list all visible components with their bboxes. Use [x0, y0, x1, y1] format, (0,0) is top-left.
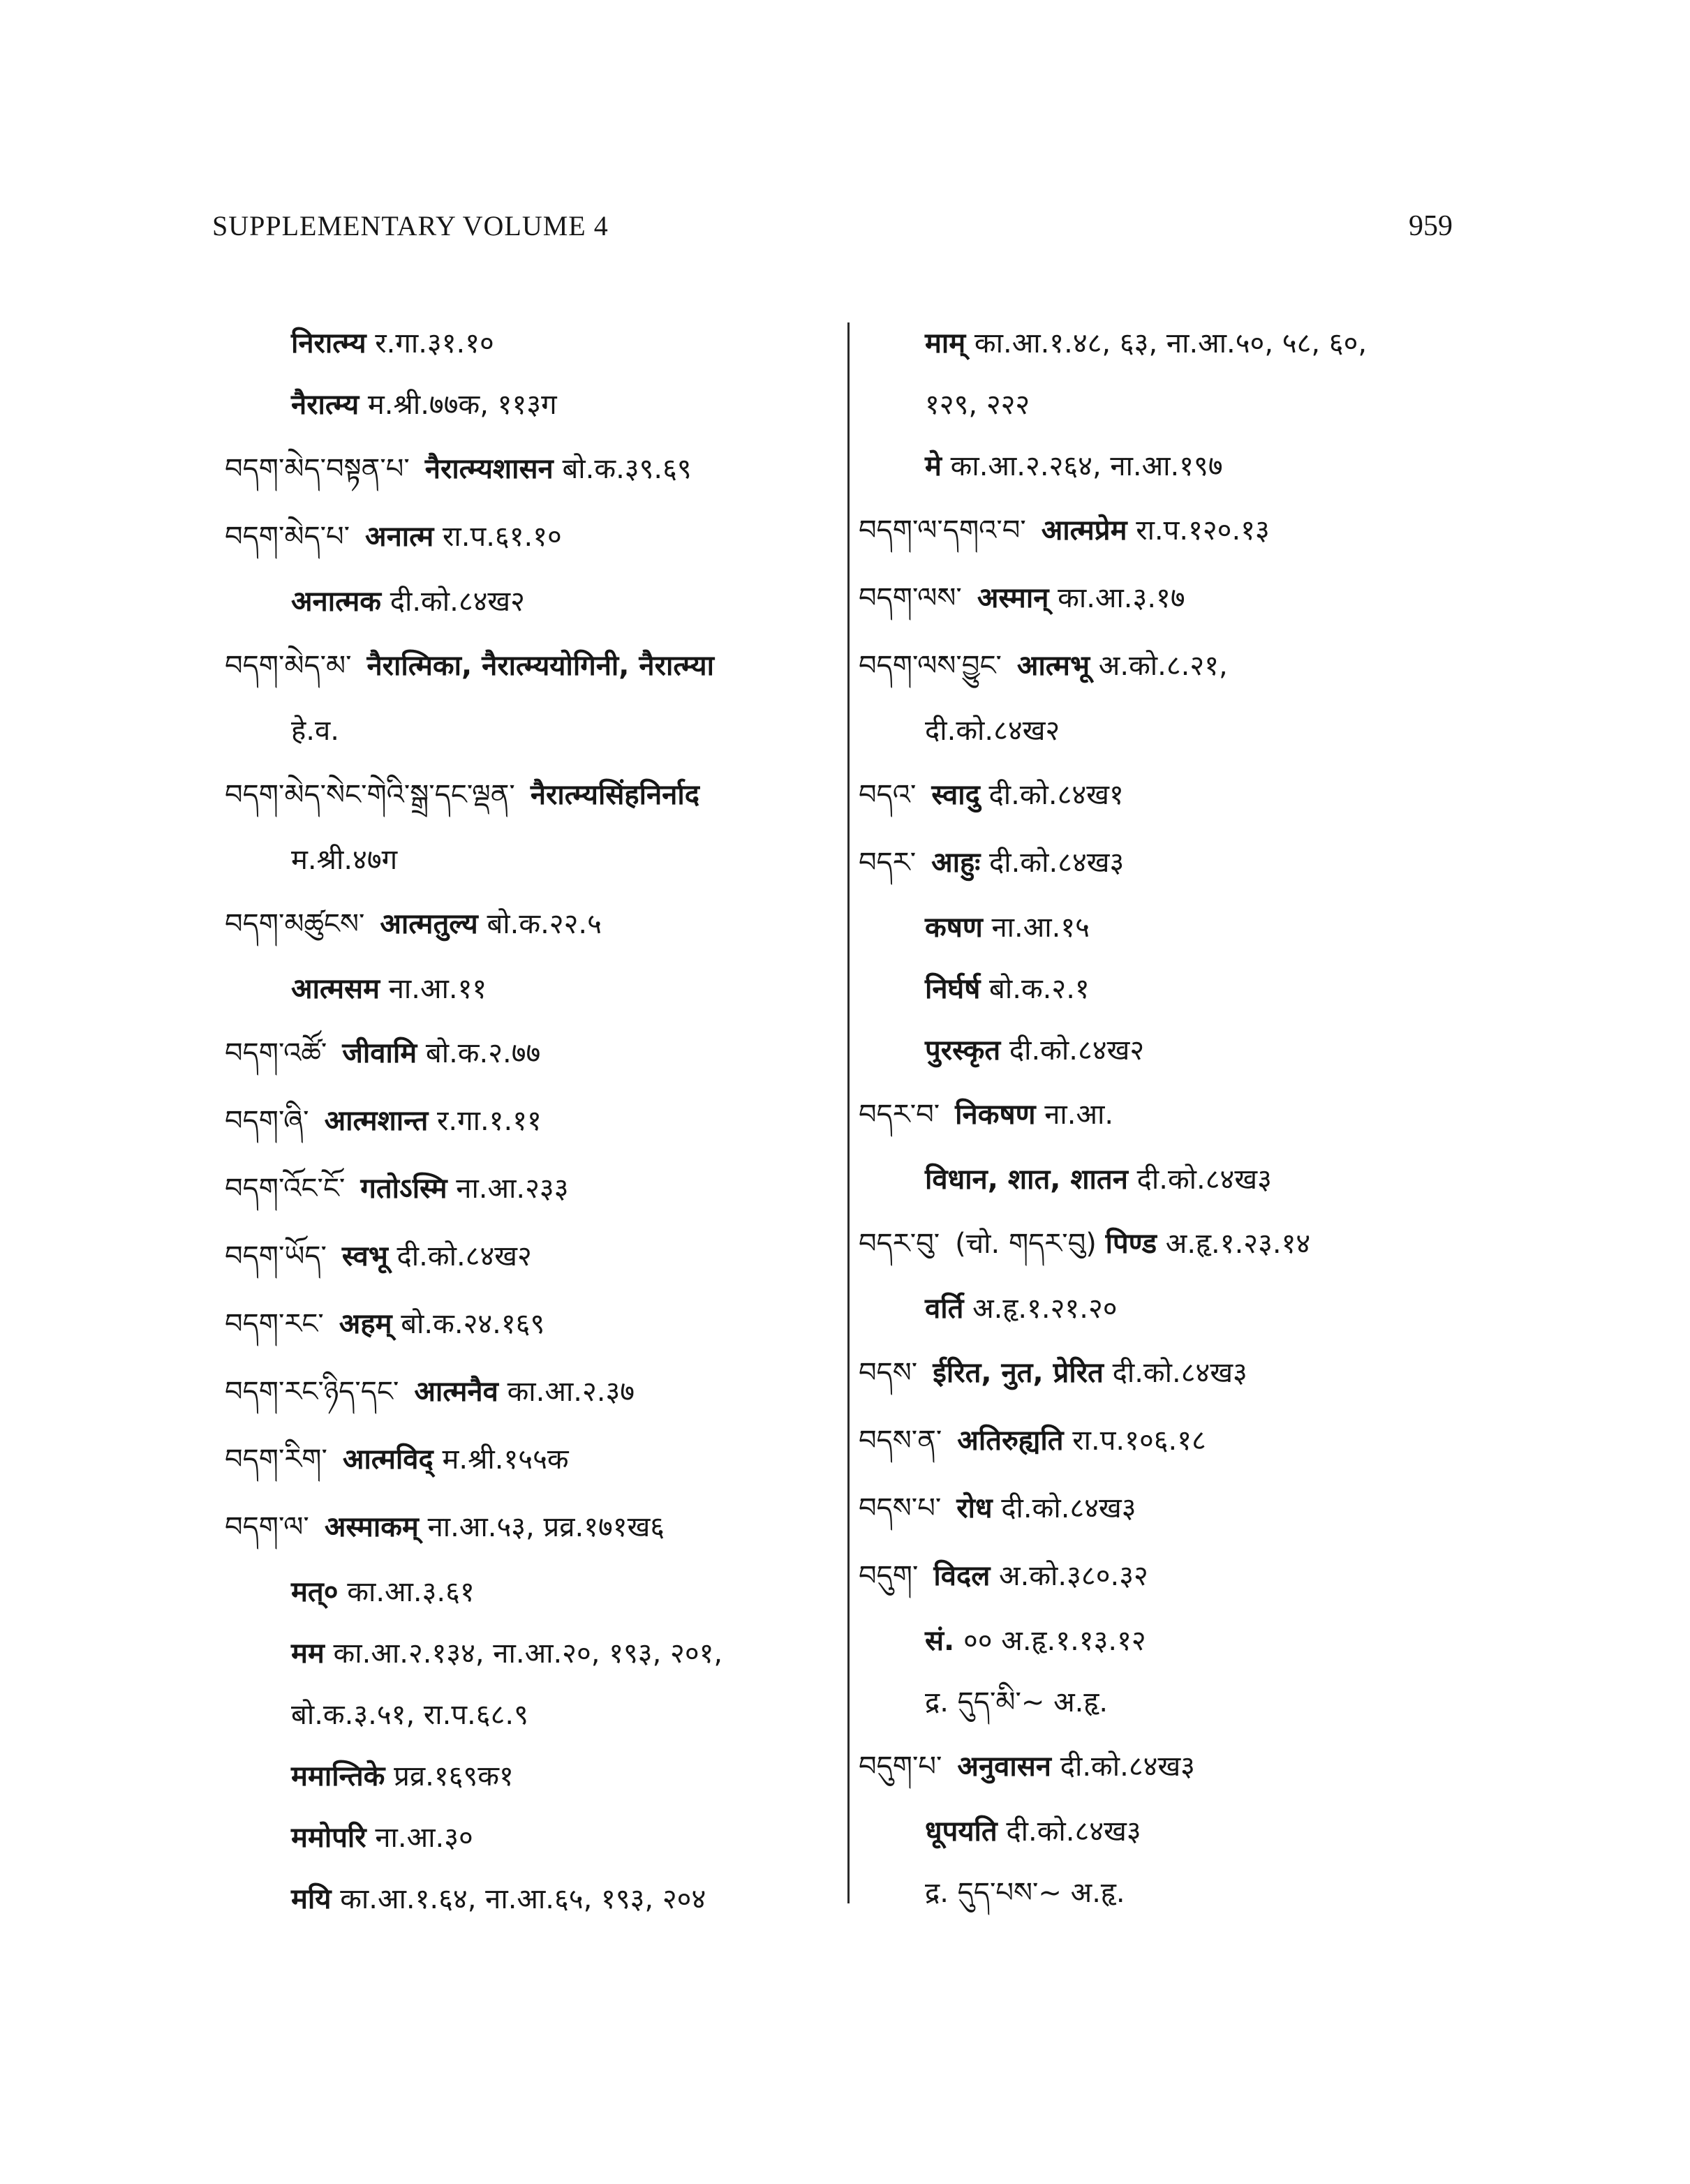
tibetan-headword: བདས་པ་ [859, 1492, 942, 1524]
source-reference: अ.को.८.२१, [1090, 650, 1228, 682]
dictionary-entry-line [225, 1426, 839, 1494]
sanskrit-equivalent: अहम् [339, 1308, 392, 1340]
source-reference: का.आ.३.१७ [1048, 582, 1185, 614]
sanskrit-equivalent: अस्मान् [977, 582, 1049, 614]
sanskrit-equivalent: निर्घर्ष [925, 973, 981, 1005]
sanskrit-equivalent: अनात्म [365, 521, 434, 553]
sanskrit-equivalent: गतोऽस्मि [360, 1173, 447, 1205]
source-reference: ना.आ.२३३ [447, 1173, 569, 1205]
sanskrit-equivalent: रोध [956, 1492, 993, 1524]
dictionary-entry-line [225, 829, 839, 891]
dictionary-entry-line [859, 313, 1487, 374]
dictionary-entry-line [859, 1407, 1487, 1475]
sanskrit-equivalent: ममान्तिके [291, 1760, 385, 1792]
sanskrit-equivalent: निरात्म्य [291, 327, 366, 359]
source-reference: ना.आ.१५ [982, 912, 1090, 944]
sanskrit-equivalent: स्वभू [341, 1240, 388, 1272]
source-reference: अ.को.३८०.३२ [990, 1560, 1148, 1592]
sanskrit-equivalent: पिण्ड [1105, 1228, 1157, 1260]
source-reference: र.गा.३१.१० [366, 327, 494, 359]
right-column [859, 313, 1487, 1924]
dictionary-entry-line [225, 1358, 839, 1426]
tibetan-headword: བདག་རང་ [225, 1308, 324, 1340]
dictionary-entry-line [225, 1020, 839, 1087]
dictionary-entry-line [859, 829, 1487, 897]
dictionary-entry-line [225, 700, 839, 762]
source-reference: रा.प.१०६.१८ [1063, 1425, 1206, 1457]
tibetan-headword: བདག་འོང་ངོ་ [225, 1173, 346, 1205]
source-reference: दी.को.८४ख३ [1127, 1164, 1272, 1196]
sanskrit-equivalent: विदल [933, 1560, 991, 1592]
source-reference: दी.को.८४ख२ [381, 586, 525, 618]
sanskrit-equivalent: ममोपरि [291, 1822, 366, 1854]
sanskrit-equivalent: सं. [925, 1625, 955, 1657]
source-reference: दी.को.८४ख२ [925, 715, 1060, 747]
sanskrit-equivalent: आत्मभू [1016, 650, 1090, 682]
dictionary-entry-line [859, 1610, 1487, 1672]
dictionary-entry-line [859, 1339, 1487, 1407]
sanskrit-equivalent: अनात्मक [291, 586, 381, 618]
dictionary-entry-line [859, 1801, 1487, 1862]
dictionary-entry-line [859, 1081, 1487, 1149]
source-reference: बो.क.२४.१६९ [392, 1308, 545, 1340]
dictionary-entry-line [859, 1210, 1487, 1278]
dictionary-entry-line [859, 1020, 1487, 1081]
source-reference: का.आ.२.२६४, ना.आ.१९७ [941, 450, 1223, 482]
source-reference: बो.क.३९.६९ [553, 453, 692, 485]
dictionary-entry-line [859, 436, 1487, 497]
dictionary-entry-line [225, 632, 839, 700]
sanskrit-equivalent: अनुवासन [957, 1751, 1052, 1783]
sanskrit-equivalent: जीवामि [342, 1037, 417, 1069]
sanskrit-equivalent: मे [925, 450, 942, 482]
source-reference: म.श्री.४७ग [291, 844, 398, 876]
dictionary-entry-line [859, 897, 1487, 958]
sanskrit-equivalent: आहुः [931, 847, 981, 879]
source-reference: का.आ.१.४८, ६३, ना.आ.५०, ५८, ६०, [965, 327, 1367, 359]
tibetan-headword: བདག་རིག་ [225, 1443, 327, 1476]
source-reference: रा.प.६१.१० [433, 521, 562, 553]
source-reference: हे.व. [291, 715, 339, 747]
dictionary-entry-line [225, 1087, 839, 1155]
sanskrit-equivalent: अस्माकम् [324, 1511, 419, 1543]
source-reference: अ.हृ.१.२१.२० [963, 1293, 1118, 1325]
dictionary-entry-line [225, 891, 839, 958]
tibetan-headword: བདག་ལས་ [859, 582, 962, 614]
tibetan-headword: བདར་བ་ [859, 1099, 940, 1131]
source-reference: म.श्री.७७क, ११३ग [359, 389, 557, 421]
dictionary-entry-line [225, 1223, 839, 1291]
column-divider [847, 322, 850, 1903]
sanskrit-equivalent: मत्० [291, 1576, 339, 1608]
source-reference: दी.को.८४ख३ [980, 847, 1125, 879]
source-reference: दी.को.८४ख१ [979, 779, 1124, 811]
source-reference: ना.आ. [1035, 1099, 1114, 1131]
source-reference: म.श्री.१५५क [433, 1443, 569, 1476]
dictionary-entry-line [225, 762, 839, 829]
source-reference: द्र. དུད་པས་~ अ.हृ. [925, 1877, 1125, 1909]
tibetan-headword: བདར་བུ་ [859, 1228, 940, 1260]
source-reference: ना.आ.३० [366, 1822, 473, 1854]
tibetan-headword: བདག་མེད་མ་ [225, 650, 352, 682]
sanskrit-equivalent: ईरित, नुत, प्रेरित [933, 1357, 1104, 1389]
source-reference: बो.क.२२.५ [477, 908, 602, 940]
source-reference: द्र. དུད་མི་~ अ.हृ. [925, 1686, 1109, 1718]
dictionary-entry-line [859, 1278, 1487, 1339]
tibetan-headword: བདག་མེད་པ་ [225, 521, 350, 553]
left-column [225, 313, 839, 1930]
sanskrit-equivalent: कषण [925, 912, 983, 944]
tibetan-headword: བདག་ཞི་ [225, 1105, 309, 1137]
dictionary-entry-line [225, 1746, 839, 1807]
source-reference: ना.आ.११ [380, 973, 487, 1005]
dictionary-entry-line [859, 762, 1487, 829]
source-reference: बो.क.३.५१, रा.प.६८.९ [291, 1699, 528, 1731]
source-reference: प्रव्र.१६९क१ [385, 1760, 514, 1792]
sanskrit-equivalent: नैरात्म्यसिंहनिर्नाद [530, 779, 699, 811]
dictionary-entry-line [225, 1623, 839, 1684]
tibetan-headword: བདུག་པ་ [859, 1751, 942, 1783]
sanskrit-equivalent: आत्मसम [291, 973, 380, 1005]
sanskrit-equivalent: आत्मप्रेम [1041, 514, 1127, 547]
dictionary-entry-line [225, 1494, 839, 1561]
sanskrit-equivalent: आत्मनैव [414, 1376, 498, 1408]
source-reference: का.आ.३.६१ [338, 1576, 475, 1608]
source-reference: १२९, २२२ [925, 389, 1030, 421]
tibetan-headword: བདས་ [859, 1357, 918, 1389]
tibetan-headword: བདུག་ [859, 1560, 919, 1592]
source-reference: (चो. གདར་བུ) [955, 1228, 1106, 1260]
dictionary-entry-line [859, 1543, 1487, 1610]
source-reference: ना.आ.५३, प्रव्र.१७१ख६ [418, 1511, 665, 1543]
dictionary-entry-line [225, 958, 839, 1020]
sanskrit-equivalent: मम [291, 1637, 325, 1670]
dictionary-entry-line [859, 700, 1487, 762]
source-reference: दी.को.८४ख३ [1051, 1751, 1195, 1783]
dictionary-entry-line [859, 565, 1487, 632]
source-reference: रा.प.१२०.१३ [1127, 514, 1270, 547]
source-reference: का.आ.२.३७ [498, 1376, 635, 1408]
tibetan-headword: བདའ་ [859, 779, 917, 811]
dictionary-entry-line [225, 1869, 839, 1930]
dictionary-entry-line [859, 374, 1487, 436]
sanskrit-equivalent: आत्मशान्त [324, 1105, 429, 1137]
source-reference: दी.को.८४ख३ [997, 1815, 1141, 1848]
sanskrit-equivalent: नैरात्मिका, नैरात्म्ययोगिनी, नैरात्म्या [366, 650, 714, 682]
sanskrit-equivalent: वर्ति [925, 1293, 964, 1325]
tibetan-headword: བདག་མེད་སེང་གེའི་སྒྲ་དང་ལྡན་ [225, 779, 515, 811]
dictionary-entry-line [859, 1672, 1487, 1733]
dictionary-entry-line [859, 1733, 1487, 1801]
sanskrit-equivalent: मयि [291, 1883, 332, 1915]
dictionary-entry-line [859, 1149, 1487, 1210]
source-reference: अ.हृ.१.२३.१४ [1157, 1228, 1311, 1260]
tibetan-headword: བདག་ལས་བྱུང་ [859, 650, 1002, 682]
sanskrit-equivalent: अतिरुह्यति [957, 1425, 1064, 1457]
dictionary-entry-line [225, 571, 839, 632]
dictionary-entry-line [225, 503, 839, 571]
tibetan-headword: བདག་རང་ཉིད་དང་ [225, 1376, 399, 1408]
page-number: 959 [1409, 210, 1453, 242]
sanskrit-equivalent: धूपयति [925, 1815, 998, 1848]
dictionary-entry-line [225, 1155, 839, 1223]
dictionary-entry-line [225, 313, 839, 374]
sanskrit-equivalent: आत्मविद् [342, 1443, 433, 1476]
source-reference: र.गा.१.११ [428, 1105, 542, 1137]
sanskrit-equivalent: माम् [925, 327, 966, 359]
tibetan-headword: བདག་འཚོ་ [225, 1037, 327, 1069]
tibetan-headword: བདག་མེད་བསྟན་པ་ [225, 453, 410, 485]
dictionary-entry-line [859, 497, 1487, 565]
sanskrit-equivalent: पुरस्कृत [925, 1034, 1001, 1067]
dictionary-entry-line [859, 1862, 1487, 1924]
sanskrit-equivalent: आत्मतुल्य [380, 908, 478, 940]
source-reference: दी.को.८४ख२ [387, 1240, 532, 1272]
tibetan-headword: བདས་ན་ [859, 1425, 942, 1457]
sanskrit-equivalent: नैरात्म्यशासन [424, 453, 554, 485]
source-reference: दी.को.८४ख३ [1103, 1357, 1247, 1389]
sanskrit-equivalent: निकषण [955, 1099, 1036, 1131]
dictionary-entry-line [225, 1807, 839, 1869]
dictionary-entry-line [225, 1561, 839, 1623]
running-header: SUPPLEMENTARY VOLUME 4 [212, 210, 609, 242]
source-reference: दी.को.८४ख२ [1000, 1034, 1145, 1067]
source-reference: का.आ.२.१३४, ना.आ.२०, १९३, २०१, [324, 1637, 723, 1670]
tibetan-headword: བདར་ [859, 847, 917, 879]
source-reference: का.आ.१.६४, ना.आ.६५, १९३, २०४ [331, 1883, 706, 1915]
sanskrit-equivalent: विधान, शात, शातन [925, 1164, 1128, 1196]
tibetan-headword: བདག་ལ་དགའ་བ་ [859, 514, 1026, 547]
source-reference: बो.क.२.७७ [417, 1037, 541, 1069]
source-reference: बो.क.२.१ [980, 973, 1090, 1005]
dictionary-entry-line [225, 1291, 839, 1358]
dictionary-entry-line [859, 632, 1487, 700]
dictionary-entry-line [225, 436, 839, 503]
dictionary-entry-line [859, 1475, 1487, 1543]
tibetan-headword: བདག་ཡོད་ [225, 1240, 327, 1272]
dictionary-entry-line [225, 374, 839, 436]
source-reference: ०० अ.हृ.१.१३.१२ [954, 1625, 1146, 1657]
tibetan-headword: བདག་ལ་ [225, 1511, 309, 1543]
dictionary-entry-line [859, 958, 1487, 1020]
source-reference: दी.को.८४ख३ [992, 1492, 1136, 1524]
sanskrit-equivalent: स्वादु [931, 779, 980, 811]
sanskrit-equivalent: नैरात्म्य [291, 389, 360, 421]
dictionary-entry-line [225, 1684, 839, 1746]
tibetan-headword: བདག་མཚུངས་ [225, 908, 365, 940]
